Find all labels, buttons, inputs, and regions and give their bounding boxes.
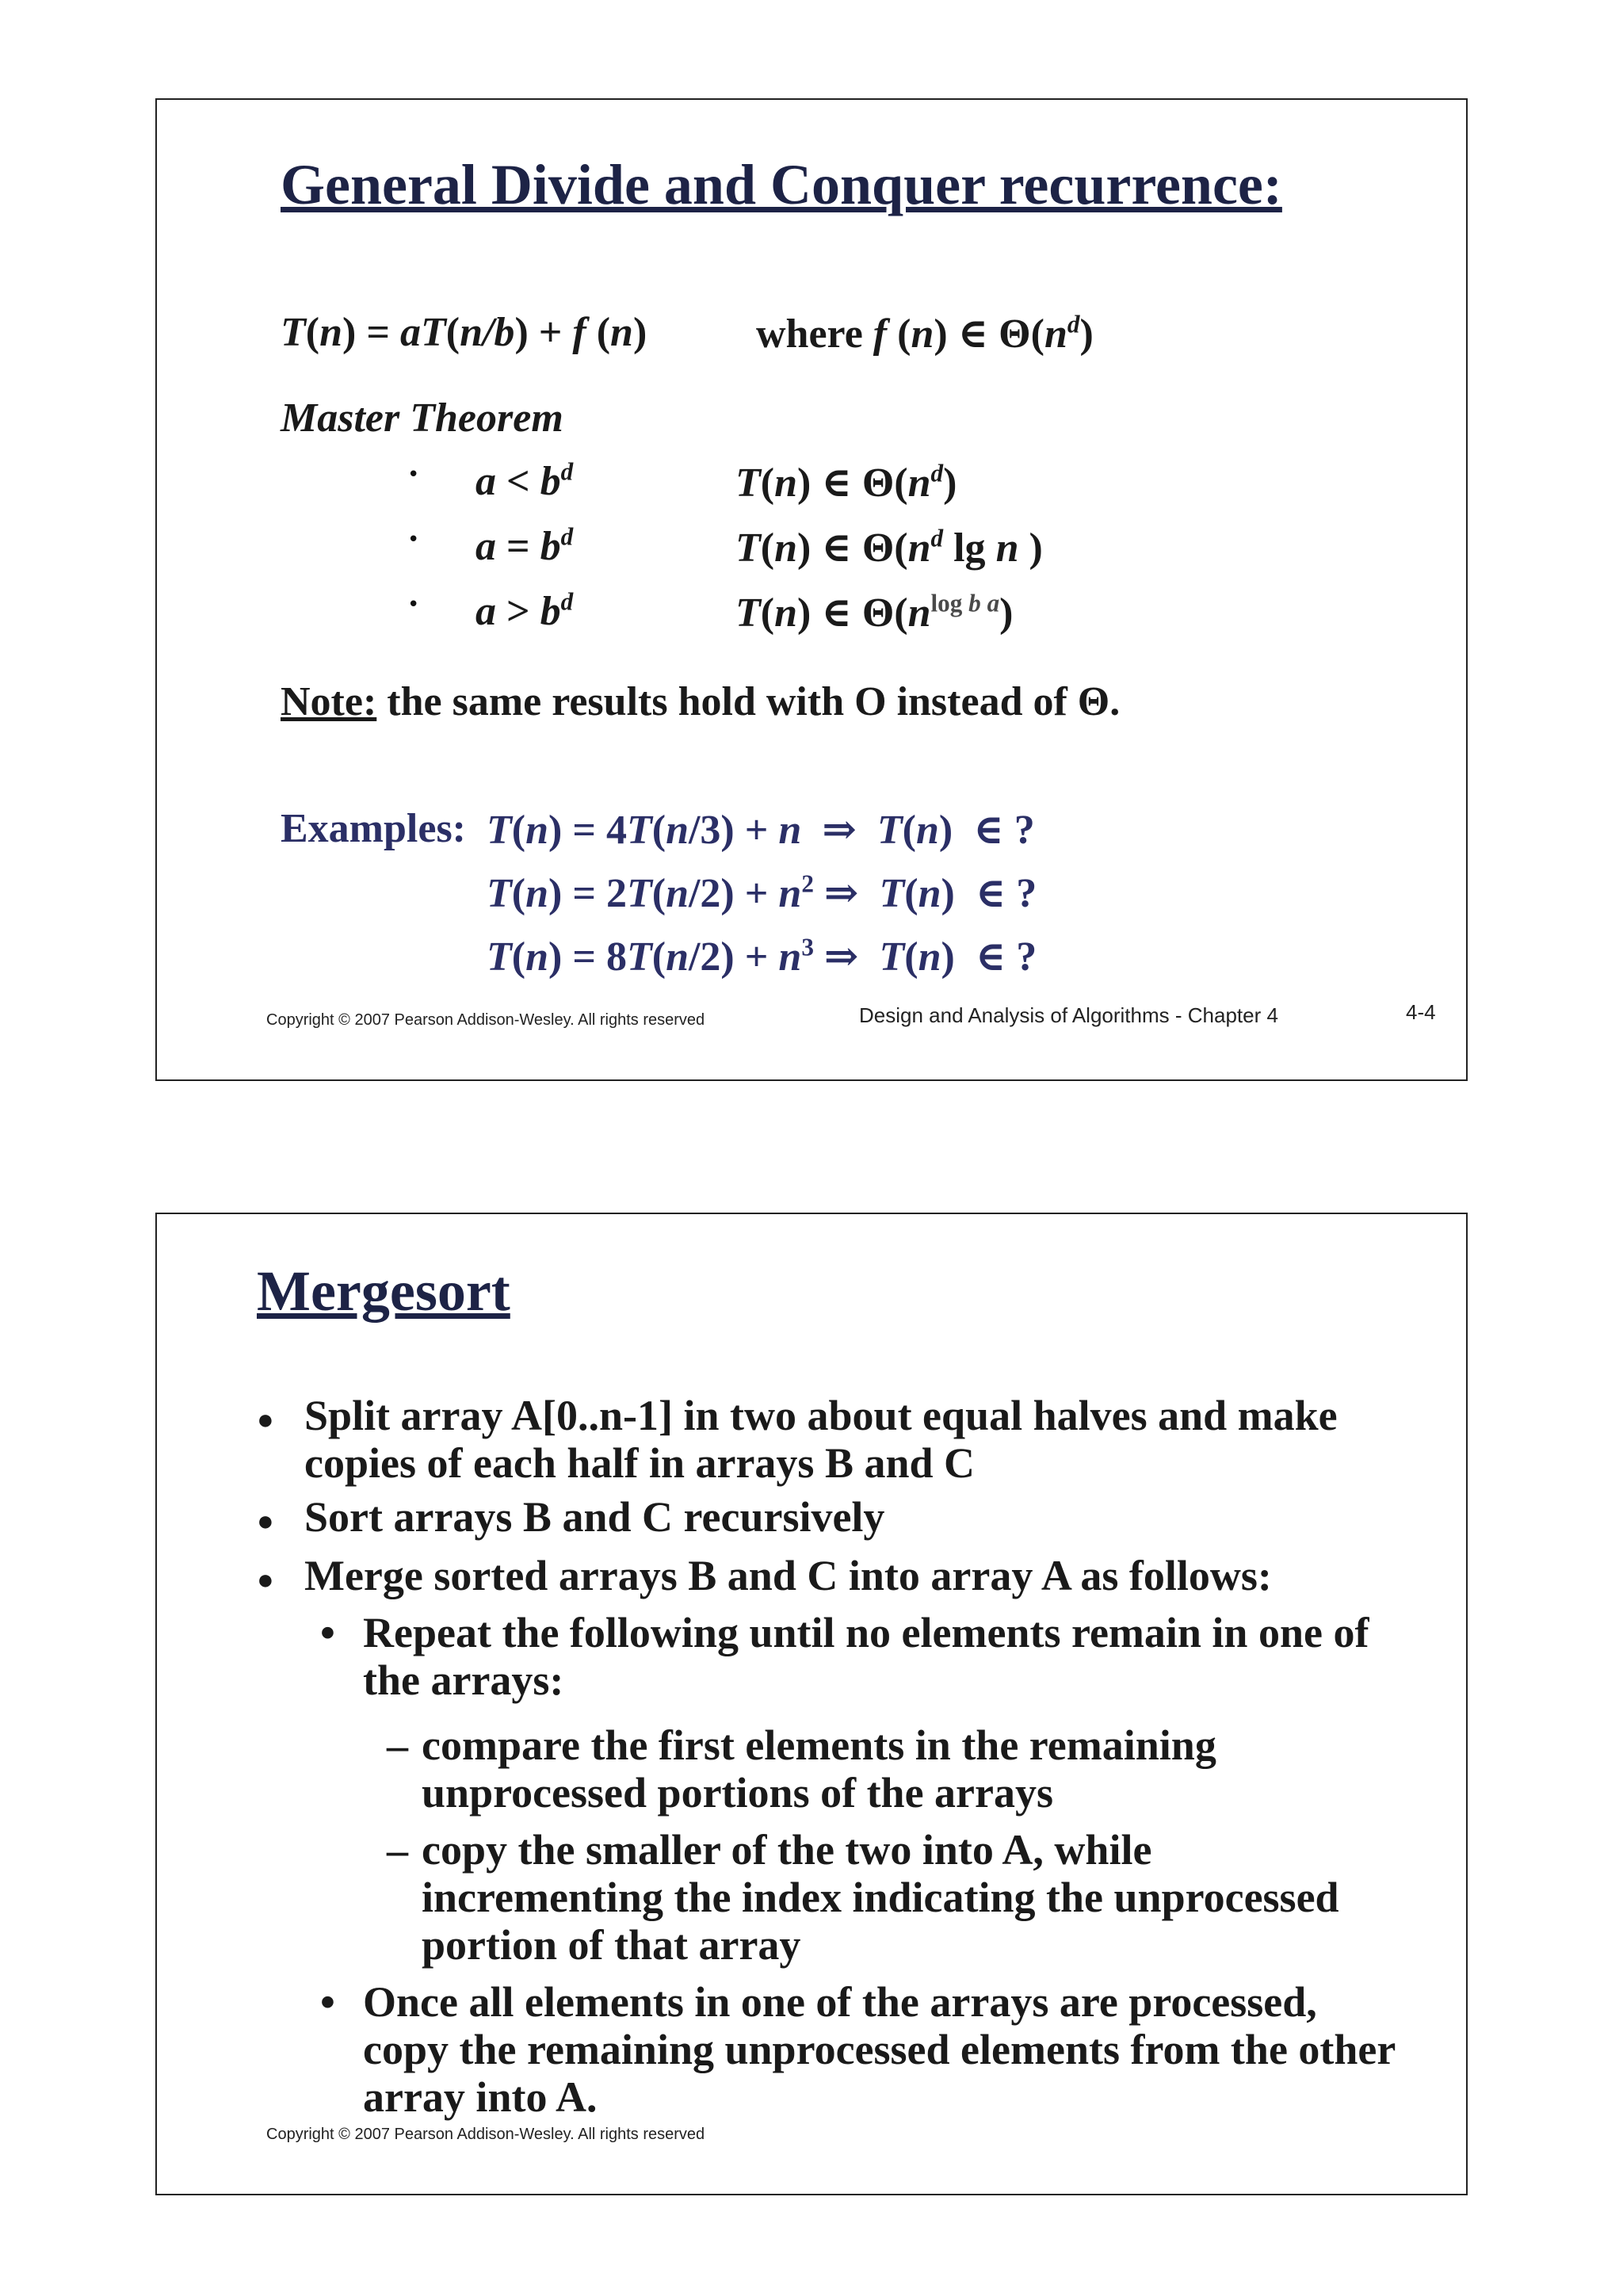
note-line xyxy=(281,678,1120,725)
case-result-equal: T(n) ∈ $\Theta(n^d$ lg n ) xyxy=(735,524,1043,571)
sub-bullet-dot: • xyxy=(320,1978,335,2026)
where-clause: where f (n) ∈ $\Theta(n^d)$ xyxy=(756,310,1094,357)
bullet-dot: ● xyxy=(257,1505,274,1537)
sub-bullet-line: the arrays: xyxy=(363,1656,564,1704)
dash-marker: – xyxy=(387,1826,408,1874)
dash-line: incrementing the index indicating the unprocessed xyxy=(422,1874,1339,1921)
master-theorem-label: Master Theorem xyxy=(281,395,563,441)
example-1: T(n) = 4T(n/3) + n ⇒ T(n) ∈ ? xyxy=(487,808,1035,853)
slide-title: Mergesort xyxy=(257,1259,510,1323)
example-2: $T(n) = 2T(n/2) + n^2$ ⇒ T(n) ∈ ? xyxy=(487,869,1037,916)
bullet-line: copies of each half in arrays B and C xyxy=(304,1439,976,1487)
bullet-dot: ● xyxy=(257,1564,274,1595)
slide-mergesort xyxy=(155,1213,1468,2195)
sub-bullet-line: Repeat the following until no elements remain in one of xyxy=(363,1609,1369,1656)
dash-line: copy the smaller of the two into A, while xyxy=(422,1826,1152,1874)
sub-bullet-repeat xyxy=(363,1609,1369,1704)
bullet-merge: Merge sorted arrays B and C into array A as follows: xyxy=(304,1552,1272,1599)
sub-bullet-line: array into A. xyxy=(363,2073,598,2121)
footer-copyright: Copyright © 2007 Pearson Addison-Wesley. All rights reserved xyxy=(266,2126,705,2143)
bullet-dot: ● xyxy=(257,1404,274,1435)
dash-line: portion of that array xyxy=(422,1921,801,1969)
case-result-greater: T(n) ∈ $\Theta(n^{log b a})$ xyxy=(735,589,1014,636)
bullet-line: Split array A[0..n-1] in two about equal halves and make xyxy=(304,1392,1338,1439)
case-bullet: • xyxy=(407,593,420,617)
dash-line: unprocessed portions of the arrays xyxy=(422,1769,1054,1817)
sub-bullet-dot: • xyxy=(320,1609,335,1656)
examples-label: Examples: xyxy=(281,806,466,851)
note-label: Note: xyxy=(281,679,377,724)
page-number: 4-4 xyxy=(1406,1000,1436,1024)
bullet-split xyxy=(304,1392,1338,1487)
dash-marker: – xyxy=(387,1721,408,1769)
dash-item-copy xyxy=(422,1826,1339,1969)
dash-item-compare xyxy=(422,1721,1216,1817)
note-text: the same results hold with O instead of Θ. xyxy=(376,679,1121,724)
case-bullet: • xyxy=(407,528,420,552)
where-label: where xyxy=(756,311,863,357)
dash-line: compare the first elements in the remaining xyxy=(422,1721,1216,1769)
case-result-less: T(n) ∈ $\Theta(n^d)$ xyxy=(735,459,957,506)
case-condition-equal: $a = b^d$ xyxy=(475,522,574,569)
recurrence-formula: T(n) = aT(n/b) + f (n) xyxy=(281,310,647,355)
sub-bullet-once xyxy=(363,1978,1396,2121)
slide-title: General Divide and Conquer recurrence: xyxy=(281,153,1282,216)
example-3: $T(n) = 8T(n/2) + n^3$ ⇒ T(n) ∈ ? xyxy=(487,933,1037,980)
sub-bullet-line: Once all elements in one of the arrays are processed, xyxy=(363,1978,1317,2026)
footer-title: Design and Analysis of Algorithms - Chapter 4 xyxy=(859,1003,1278,1027)
case-bullet: • xyxy=(407,463,420,487)
slide-divide-and-conquer xyxy=(155,98,1468,1081)
case-condition-less: $a < b^d$ xyxy=(475,457,574,504)
footer-copyright: Copyright © 2007 Pearson Addison-Wesley. All rights reserved xyxy=(266,1011,705,1029)
case-condition-greater: $a > b^d$ xyxy=(475,587,574,634)
sub-bullet-line: copy the remaining unprocessed elements from the other xyxy=(363,2026,1396,2073)
bullet-sort: Sort arrays B and C recursively xyxy=(304,1493,885,1541)
